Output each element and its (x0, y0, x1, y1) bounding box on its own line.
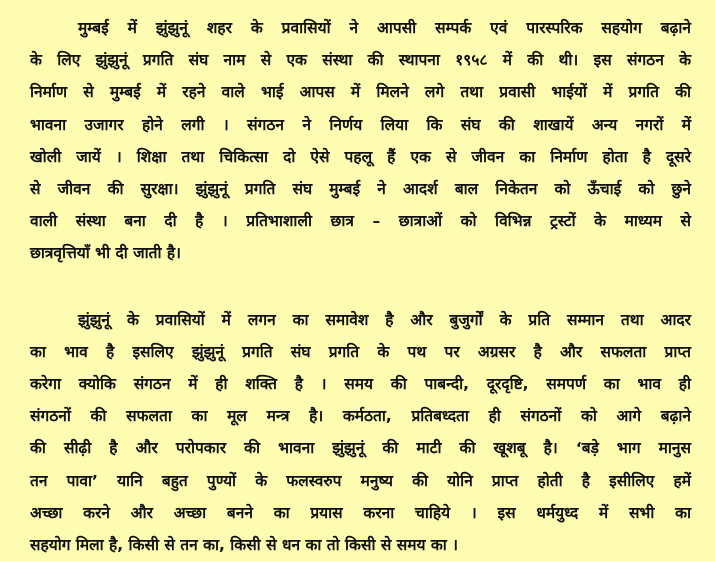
paragraph-line: अच्छा करने और अच्छा बनने का प्रयास करना चाहिये । इस धर्मयुध्द में सभी का (30, 503, 691, 522)
paragraph-line: छात्रवृत्तियाँ भी दी जाती है। (30, 244, 181, 263)
paragraph-line: निर्माण से मुम्बई में रहने वाले भाई आपस में मिलने लगे तथा प्रवासी भाईयों में प्रगति की (30, 83, 691, 102)
paragraph-line: भावना उजागर होने लगी । संगठन ने निर्णय लिया कि संघ की शाखायें अन्य नगरों में (30, 115, 691, 134)
paragraph-line: से जीवन की सुरक्षा। झुंझुनूं प्रगति संघ मुम्बई ने आदर्श बाल निकेतन को ऊँचाई को छुने (30, 180, 691, 199)
paragraph-line: खोली जायें । शिक्षा तथा चिकित्सा दो ऐसे पहलू हैं एक से जीवन का निर्माण होता है दूसरे (30, 147, 691, 166)
paragraph-line: करेगा क्योकि संगठन में ही शक्ति है । समय की पाबन्दी, दूरदृष्टि, समपर्ण का भाव ही (30, 375, 691, 394)
paragraph-1 (30, 12, 691, 270)
paragraph-2 (30, 304, 691, 561)
paragraph-line: का भाव है इसलिए झुंझुनूं प्रगति संघ प्रगति के पथ पर अग्रसर है और सफलता प्राप्त (30, 342, 691, 361)
paragraph-line: वाली संस्था बना दी है । प्रतिभाशाली छात्र – छात्राओं को विभिन्न ट्रस्टों के माध्यम से (30, 212, 691, 231)
paragraph-line: सहयोग मिला है, किसी से तन का, किसी से धन का तो किसी से समय का । (30, 536, 459, 555)
paragraph-line: की सीढ़ी है और परोपकार की भावना झुंझुनूं की माटी की खूशबू है। ‘बड़े भाग मानुस (30, 439, 691, 458)
paragraph-line: संगठनों की सफलता का मूल मन्त्र है। कर्मठता, प्रतिबध्दता ही संगठनों को आगे बढ़ाने (30, 407, 691, 426)
paragraph-line: मुम्बई में झुंझुनूं शहर के प्रवासियों ने आपसी सम्पर्क एवं पारस्परिक सहयोग बढ़ाने (78, 19, 691, 37)
paragraph-line: के लिए झुंझुनूं प्रगति संघ नाम से एक संस्था की स्थापना १९५८ में की थी। इस संगठन के (30, 51, 691, 70)
paragraph-line: तन पावा’ यानि बहुत पुण्यों के फलस्वरुप मनुष्य की योनि प्राप्त होती है इसीलिए हमें (30, 471, 691, 490)
paragraph-spacer (30, 270, 691, 304)
paragraph-line: झुंझुनूं के प्रवासियों में लगन का समावेश है और बुजुर्गों के प्रति सम्मान तथा आदर (78, 310, 691, 329)
